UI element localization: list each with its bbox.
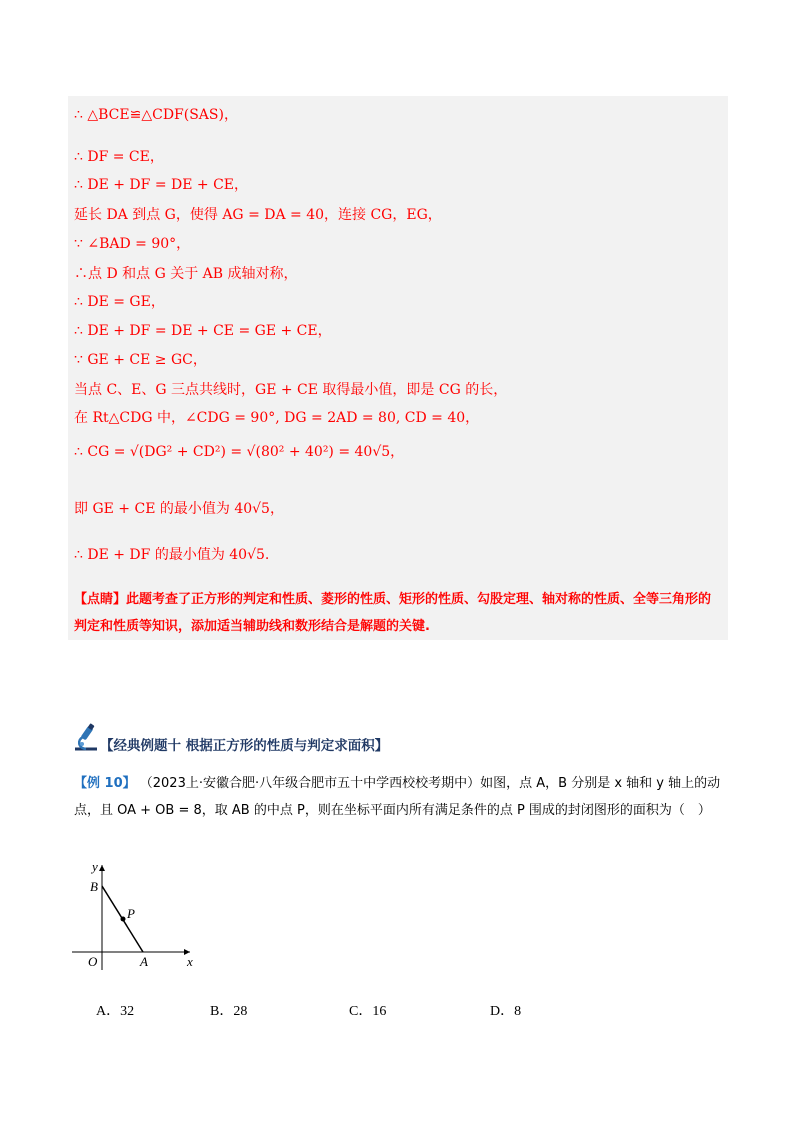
solution-line-5: ∵ ∠BAD = 90°， [74, 236, 191, 252]
solution-line-2: ∴ DF = CE， [74, 149, 164, 165]
solution-line-12: ∴ CG = √(DG² + CD²) = √(80² + 40²) = 40√5， [74, 444, 405, 460]
solution-line-11: 在 Rt△CDG 中，∠CDG = 90°, DG = 2AD = 80, CD = 40， [74, 410, 480, 426]
option-d-letter: D． [490, 1004, 515, 1019]
option-b-value: 28 [233, 1004, 248, 1019]
example-text: （2023上·安徽合肥·八年级合肥市五十中学西校校考期中）如图，点 A，B 分别是 x 轴和 y 轴上的动点，且 OA + OB = 8，取 AB 的中点 P，则在坐标平面内所有满足条件的点 P 围成的封闭图形的面积为（ ） [74, 776, 721, 818]
solution-line-1: ∴ △BCE≌△CDF(SAS)， [74, 107, 238, 123]
option-c-value: 16 [372, 1004, 387, 1019]
option-a[interactable] [96, 1000, 134, 1020]
option-c-letter: C． [349, 1004, 373, 1019]
coordinate-figure [72, 855, 202, 975]
microscope-icon [72, 722, 100, 752]
label-y: y [92, 859, 98, 874]
solution-line-3: ∴ DE + DF = DE + CE， [74, 177, 249, 193]
solution-line-9: ∵ GE + CE ≥ GC， [74, 352, 207, 368]
solution-line-6: ∴点 D 和点 G 关于 AB 成轴对称， [74, 266, 298, 282]
section-title: 【经典例题十 根据正方形的性质与判定求面积】 [100, 738, 389, 754]
label-a: A [140, 954, 148, 969]
label-b: B [90, 879, 98, 894]
example-tag: 【例 10】 [74, 776, 136, 791]
option-d[interactable] [490, 1000, 521, 1020]
solution-note [74, 586, 724, 640]
point-p [121, 917, 126, 922]
option-d-value: 8 [514, 1004, 522, 1019]
solution-line-13: 即 GE + CE 的最小值为 40√5， [74, 501, 284, 517]
example-question [74, 770, 734, 824]
option-c[interactable] [349, 1000, 386, 1020]
note-tag: 【点睛】 [74, 592, 127, 607]
option-b-letter: B． [210, 1004, 234, 1019]
solution-line-10: 当点 C、E、G 三点共线时，GE + CE 取得最小值，即是 CG 的长， [74, 382, 508, 398]
option-b[interactable] [210, 1000, 247, 1020]
solution-line-7: ∴ DE = GE， [74, 294, 165, 310]
label-origin: O [88, 954, 98, 969]
option-a-letter: A． [96, 1004, 121, 1019]
label-x: x [187, 954, 193, 969]
solution-line-8: ∴ DE + DF = DE + CE = GE + CE， [74, 323, 332, 339]
solution-line-4: 延长 DA 到点 G，使得 AG = DA = 40，连接 CG，EG， [74, 207, 442, 223]
solution-line-14: ∴ DE + DF 的最小值为 40√5. [74, 547, 270, 563]
label-p: P [127, 906, 135, 921]
option-a-value: 32 [120, 1004, 135, 1019]
note-text: 此题考查了正方形的判定和性质、菱形的性质、矩形的性质、勾股定理、轴对称的性质、全等三角形的判定和性质等知识，添加适当辅助线和数形结合是解题的关键. [74, 592, 712, 634]
